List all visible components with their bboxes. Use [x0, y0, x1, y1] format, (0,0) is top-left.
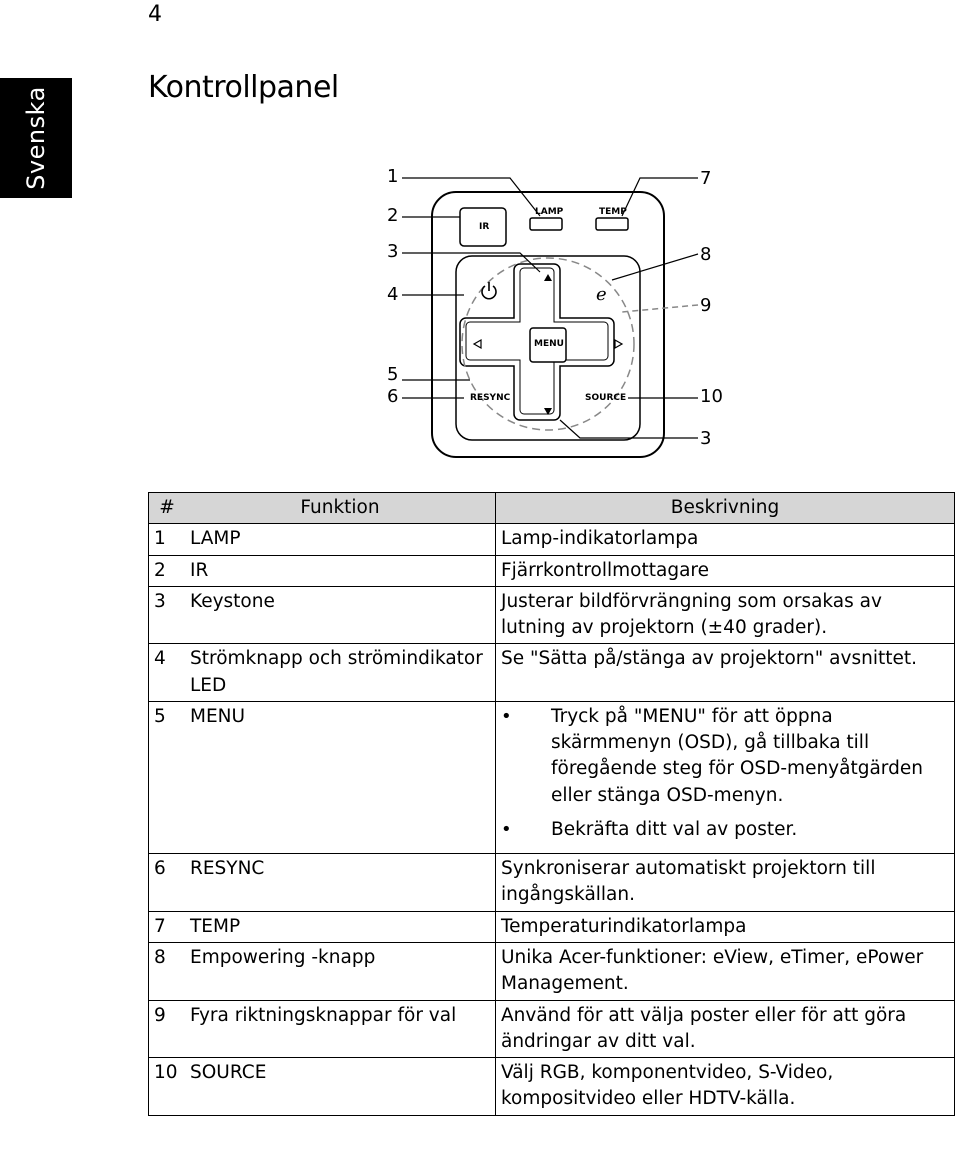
- lamp-label: LAMP: [535, 207, 564, 217]
- table-row: [149, 942, 955, 1000]
- row-num: 6: [149, 854, 186, 912]
- row-num: 3: [149, 586, 186, 644]
- table-row: [149, 524, 955, 555]
- row-num: 2: [149, 555, 186, 586]
- callout-4: 4: [387, 284, 399, 305]
- temp-label: TEMP: [599, 207, 627, 217]
- resync-button-label: RESYNC: [470, 393, 511, 403]
- header-function: Funktion: [185, 493, 496, 524]
- row-function: MENU: [185, 701, 496, 853]
- header-description: Beskrivning: [496, 493, 955, 524]
- row-function: Fyra riktningsknappar för val: [185, 1000, 496, 1058]
- callout-7: 7: [700, 168, 712, 189]
- row-description: Använd för att välja poster eller för att göra ändringar av ditt val.: [496, 1000, 955, 1058]
- callout-8: 8: [700, 244, 712, 265]
- callout-9: 9: [700, 295, 712, 316]
- row-description: Se "Sätta på/stänga av projektorn" avsnittet.: [496, 644, 955, 702]
- row-function: Empowering -knapp: [185, 942, 496, 1000]
- control-panel-diagram: [360, 160, 740, 460]
- row-function: LAMP: [185, 524, 496, 555]
- callout-1: 1: [387, 166, 399, 187]
- row-num: 4: [149, 644, 186, 702]
- row-description: Synkroniserar automatiskt projektorn till ingångskällan.: [496, 854, 955, 912]
- language-tab-label: Svenska: [22, 86, 51, 190]
- table-row: [149, 1000, 955, 1058]
- row-description: Lamp-indikatorlampa: [496, 524, 955, 555]
- table-row: [149, 586, 955, 644]
- callout-3b: 3: [700, 428, 712, 449]
- row-num: 8: [149, 942, 186, 1000]
- table-row: [149, 701, 955, 853]
- row-function: RESYNC: [185, 854, 496, 912]
- row-num: 10: [149, 1058, 186, 1116]
- row-num: 9: [149, 1000, 186, 1058]
- function-table: [148, 492, 955, 1116]
- row-description: [496, 701, 955, 853]
- page-title: Kontrollpanel: [148, 70, 339, 105]
- callout-10: 10: [700, 386, 723, 407]
- callout-3: 3: [387, 241, 399, 262]
- row-description: Justerar bildförvrängning som orsakas av lutning av projektorn (±40 grader).: [496, 586, 955, 644]
- row-function: Strömknapp och strömindikator LED: [185, 644, 496, 702]
- row-function: SOURCE: [185, 1058, 496, 1116]
- table-row: [149, 555, 955, 586]
- control-panel-drawing: [360, 160, 740, 460]
- header-num: #: [149, 493, 186, 524]
- row-description: Temperaturindikatorlampa: [496, 911, 955, 942]
- row-num: 1: [149, 524, 186, 555]
- callout-6: 6: [387, 386, 399, 407]
- table-row: [149, 911, 955, 942]
- row-description: Fjärrkontrollmottagare: [496, 555, 955, 586]
- bullet-item: • Bekräfta ditt val av poster.: [551, 817, 949, 843]
- table-row: [149, 644, 955, 702]
- row-function: Keystone: [185, 586, 496, 644]
- row-description: Unika Acer-funktioner: eView, eTimer, ePower Management.: [496, 942, 955, 1000]
- bullet-item: • Tryck på "MENU" för att öppna skärmmenyn (OSD), gå tillbaka till föregående steg för OSD-menyåtgärden eller stänga OSD-menyn.: [551, 704, 949, 809]
- row-function: TEMP: [185, 911, 496, 942]
- language-tab: [0, 78, 72, 198]
- svg-text:e: e: [596, 284, 607, 305]
- table-header-row: [149, 493, 955, 524]
- callout-5: 5: [387, 364, 399, 385]
- table-row: [149, 854, 955, 912]
- page-number: 4: [148, 2, 162, 27]
- bullet-list: [501, 704, 949, 843]
- source-button-label: SOURCE: [585, 393, 627, 403]
- callout-2: 2: [387, 205, 399, 226]
- table-row: [149, 1058, 955, 1116]
- row-num: 5: [149, 701, 186, 853]
- row-function: IR: [185, 555, 496, 586]
- menu-button-label: MENU: [534, 339, 564, 349]
- row-description: Välj RGB, komponentvideo, S-Video, kompositvideo eller HDTV-källa.: [496, 1058, 955, 1116]
- row-num: 7: [149, 911, 186, 942]
- ir-label: IR: [479, 222, 490, 232]
